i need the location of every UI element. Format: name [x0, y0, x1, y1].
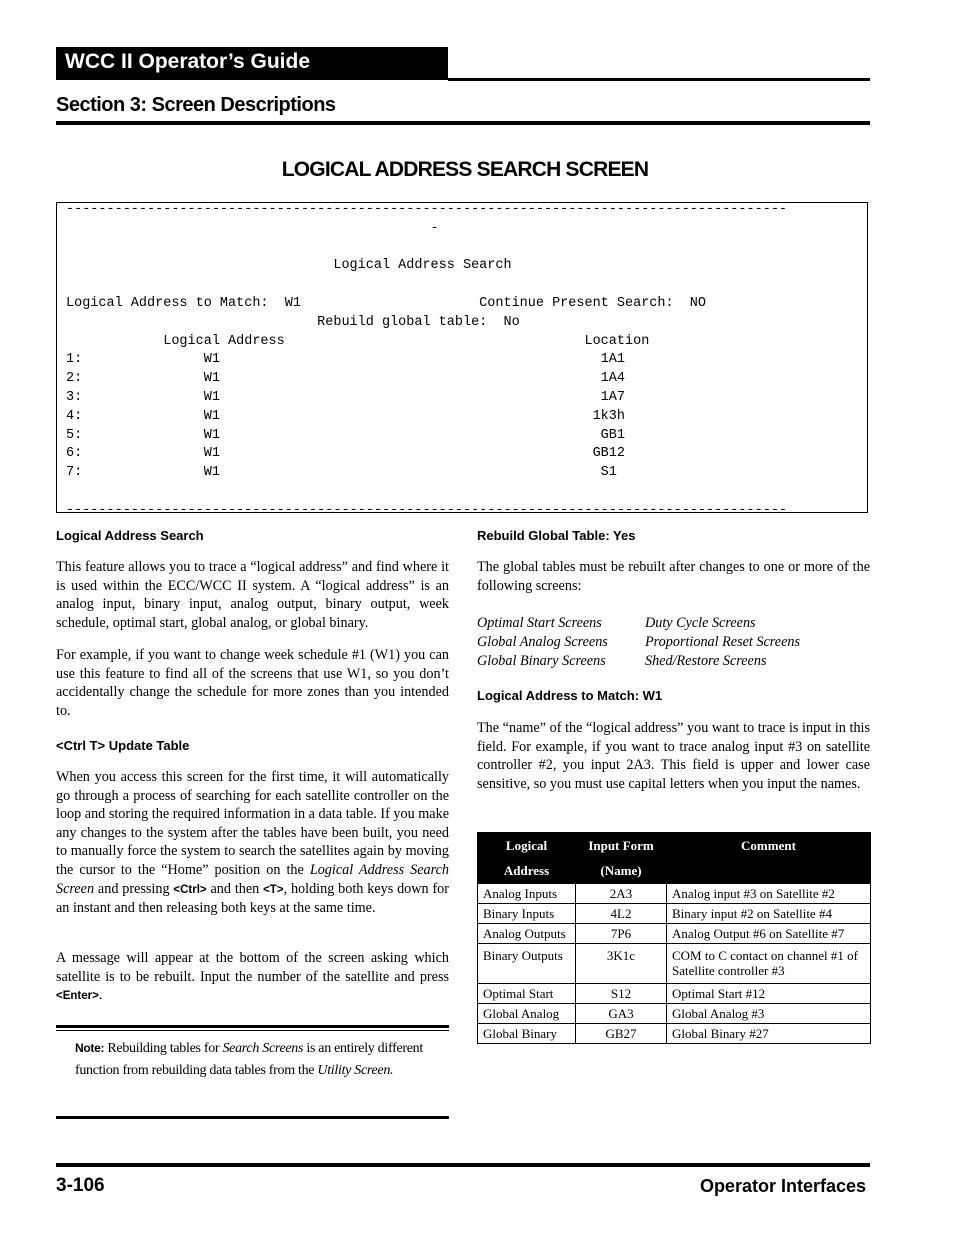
cell-logical-address: Binary Outputs	[478, 944, 576, 984]
screen-list-item: Optimal Start Screens	[477, 615, 602, 631]
terminal-line: -	[66, 220, 439, 236]
terminal-screen	[56, 202, 868, 513]
cell-comment: COM to C contact on channel #1 of Satellite controller #3	[667, 944, 871, 984]
cell-comment: Binary input #2 on Satellite #4	[667, 904, 871, 924]
table-header-input-form: Input Form (Name)	[576, 833, 667, 884]
screen-list-col2	[645, 614, 800, 671]
terminal-line: 4: W1 1k3h	[66, 408, 625, 424]
terminal-line: 6: W1 GB12	[66, 446, 625, 462]
terminal-line: Logical Address Location	[66, 333, 650, 349]
terminal-line: Logical Address to Match: W1 Continue Present Search: NO	[66, 296, 707, 311]
table-header-comment: Comment	[667, 833, 871, 884]
note-rule-top-thin	[56, 1030, 449, 1031]
heading-address-to-match: Logical Address to Match: W1	[477, 688, 663, 703]
cell-input-form: 4L2	[576, 904, 667, 924]
terminal-line: Rebuild global table: No	[66, 314, 520, 330]
heading-update-table: <Ctrl T> Update Table	[56, 738, 190, 753]
terminal-line: 7: W1 S1	[66, 465, 617, 481]
table-row	[478, 1004, 871, 1024]
section-rule	[56, 121, 870, 125]
heading-logical-address-search: Logical Address Search	[56, 528, 204, 543]
screen-list-col1	[477, 614, 608, 671]
cell-input-form: S12	[576, 984, 667, 1004]
terminal-line: 1: W1 1A1	[66, 352, 625, 368]
terminal-line: -----------------------------------------------------------------------------------------	[66, 502, 788, 513]
note-rule-bottom	[56, 1116, 449, 1119]
screen-list-item: Shed/Restore Screens	[645, 653, 767, 669]
terminal-line: 2: W1 1A4	[66, 371, 625, 387]
cell-logical-address: Optimal Start	[478, 984, 576, 1004]
cell-input-form: 2A3	[576, 884, 667, 904]
cell-input-form: GA3	[576, 1004, 667, 1024]
screen-list-item: Duty Cycle Screens	[645, 615, 756, 631]
note-text: Note: Rebuilding tables for Search Screens is an entirely different function from rebuilding data tables from the Utility Screen.	[75, 1041, 423, 1078]
cell-input-form: GB27	[576, 1024, 667, 1044]
screen-list-item: Proportional Reset Screens	[645, 634, 800, 650]
section-title: Section 3: Screen Descriptions	[56, 94, 336, 116]
footer-rule	[56, 1163, 870, 1167]
table-row	[478, 1024, 871, 1044]
guide-title: WCC II Operator’s Guide	[65, 50, 311, 73]
cell-logical-address: Analog Outputs	[478, 924, 576, 944]
cell-input-form: 7P6	[576, 924, 667, 944]
table-header-row	[478, 833, 871, 884]
cell-logical-address: Global Analog	[478, 1004, 576, 1024]
paragraph-rebuild-global: The global tables must be rebuilt after changes to one or more of the following screens:	[477, 559, 870, 594]
paragraph-example: For example, if you want to change week schedule #1 (W1) you can use this feature to find all of the screens that use W1, so you don’t accidentally change the schedule for more zones than you intended to.	[56, 647, 449, 719]
table-header-logical-address: Logical Address	[478, 833, 576, 884]
note-rule-top	[56, 1025, 449, 1028]
terminal-line: 3: W1 1A7	[66, 390, 625, 405]
table-row	[478, 984, 871, 1004]
terminal-line: Logical Address Search	[66, 258, 512, 274]
cell-logical-address: Analog Inputs	[478, 884, 576, 904]
cell-comment: Global Binary #27	[667, 1024, 871, 1044]
paragraph-intro: This feature allows you to trace a “logical address” and find where it is used within the ECC/WCC II system. A “logical address” is an analog input, binary input, analog output, binary output, week schedule, optimal start, global analog, or global binary.	[56, 559, 449, 631]
cell-comment: Optimal Start #12	[667, 984, 871, 1004]
cell-comment: Analog Output #6 on Satellite #7	[667, 924, 871, 944]
terminal-line: 5: W1 GB1	[66, 427, 625, 443]
table-row	[478, 924, 871, 944]
table-row	[478, 944, 871, 984]
cell-input-form: 3K1c	[576, 944, 667, 984]
screen-list-item: Global Analog Screens	[477, 634, 608, 650]
page-number: 3-106	[56, 1175, 105, 1196]
table-row	[478, 884, 871, 904]
screen-list-item: Global Binary Screens	[477, 653, 606, 669]
screen-title: LOGICAL ADDRESS SEARCH SCREEN	[281, 158, 649, 181]
table-row	[478, 904, 871, 924]
paragraph-update-table: When you access this screen for the first time, it will automatically go through a process of searching for each satellite controller on the loop and storing the required information in a data table. If you make any changes to the system after the tables have been built, you need to manually force the system to search the satellites again by moving the cursor to the “Home” position on the Logical Address Search Screen and pressing <Ctrl> and then <T>, holding both keys down for an instant and then releasing both keys at the same time.	[56, 769, 449, 917]
header-rule	[448, 78, 870, 81]
cell-logical-address: Binary Inputs	[478, 904, 576, 924]
paragraph-message: A message will appear at the bottom of the screen asking which satellite is to be rebuilt. Input the number of the satellite and press <Enter>.	[56, 950, 449, 1004]
terminal-line: -----------------------------------------------------------------------------------------	[66, 202, 788, 217]
footer-chapter: Operator Interfaces	[699, 1176, 866, 1196]
cell-comment: Analog input #3 on Satellite #2	[667, 884, 871, 904]
paragraph-address-to-match: The “name” of the “logical address” you want to trace is input in this field. For example, if you want to trace analog input #3 on satellite controller #2, you input 2A3. This field is upper and lower case sensitive, so you must use capital letters when you input the names.	[477, 720, 870, 792]
logical-address-table	[477, 832, 871, 1044]
cell-logical-address: Global Binary	[478, 1024, 576, 1044]
cell-comment: Global Analog #3	[667, 1004, 871, 1024]
heading-rebuild-global: Rebuild Global Table: Yes	[477, 528, 636, 543]
